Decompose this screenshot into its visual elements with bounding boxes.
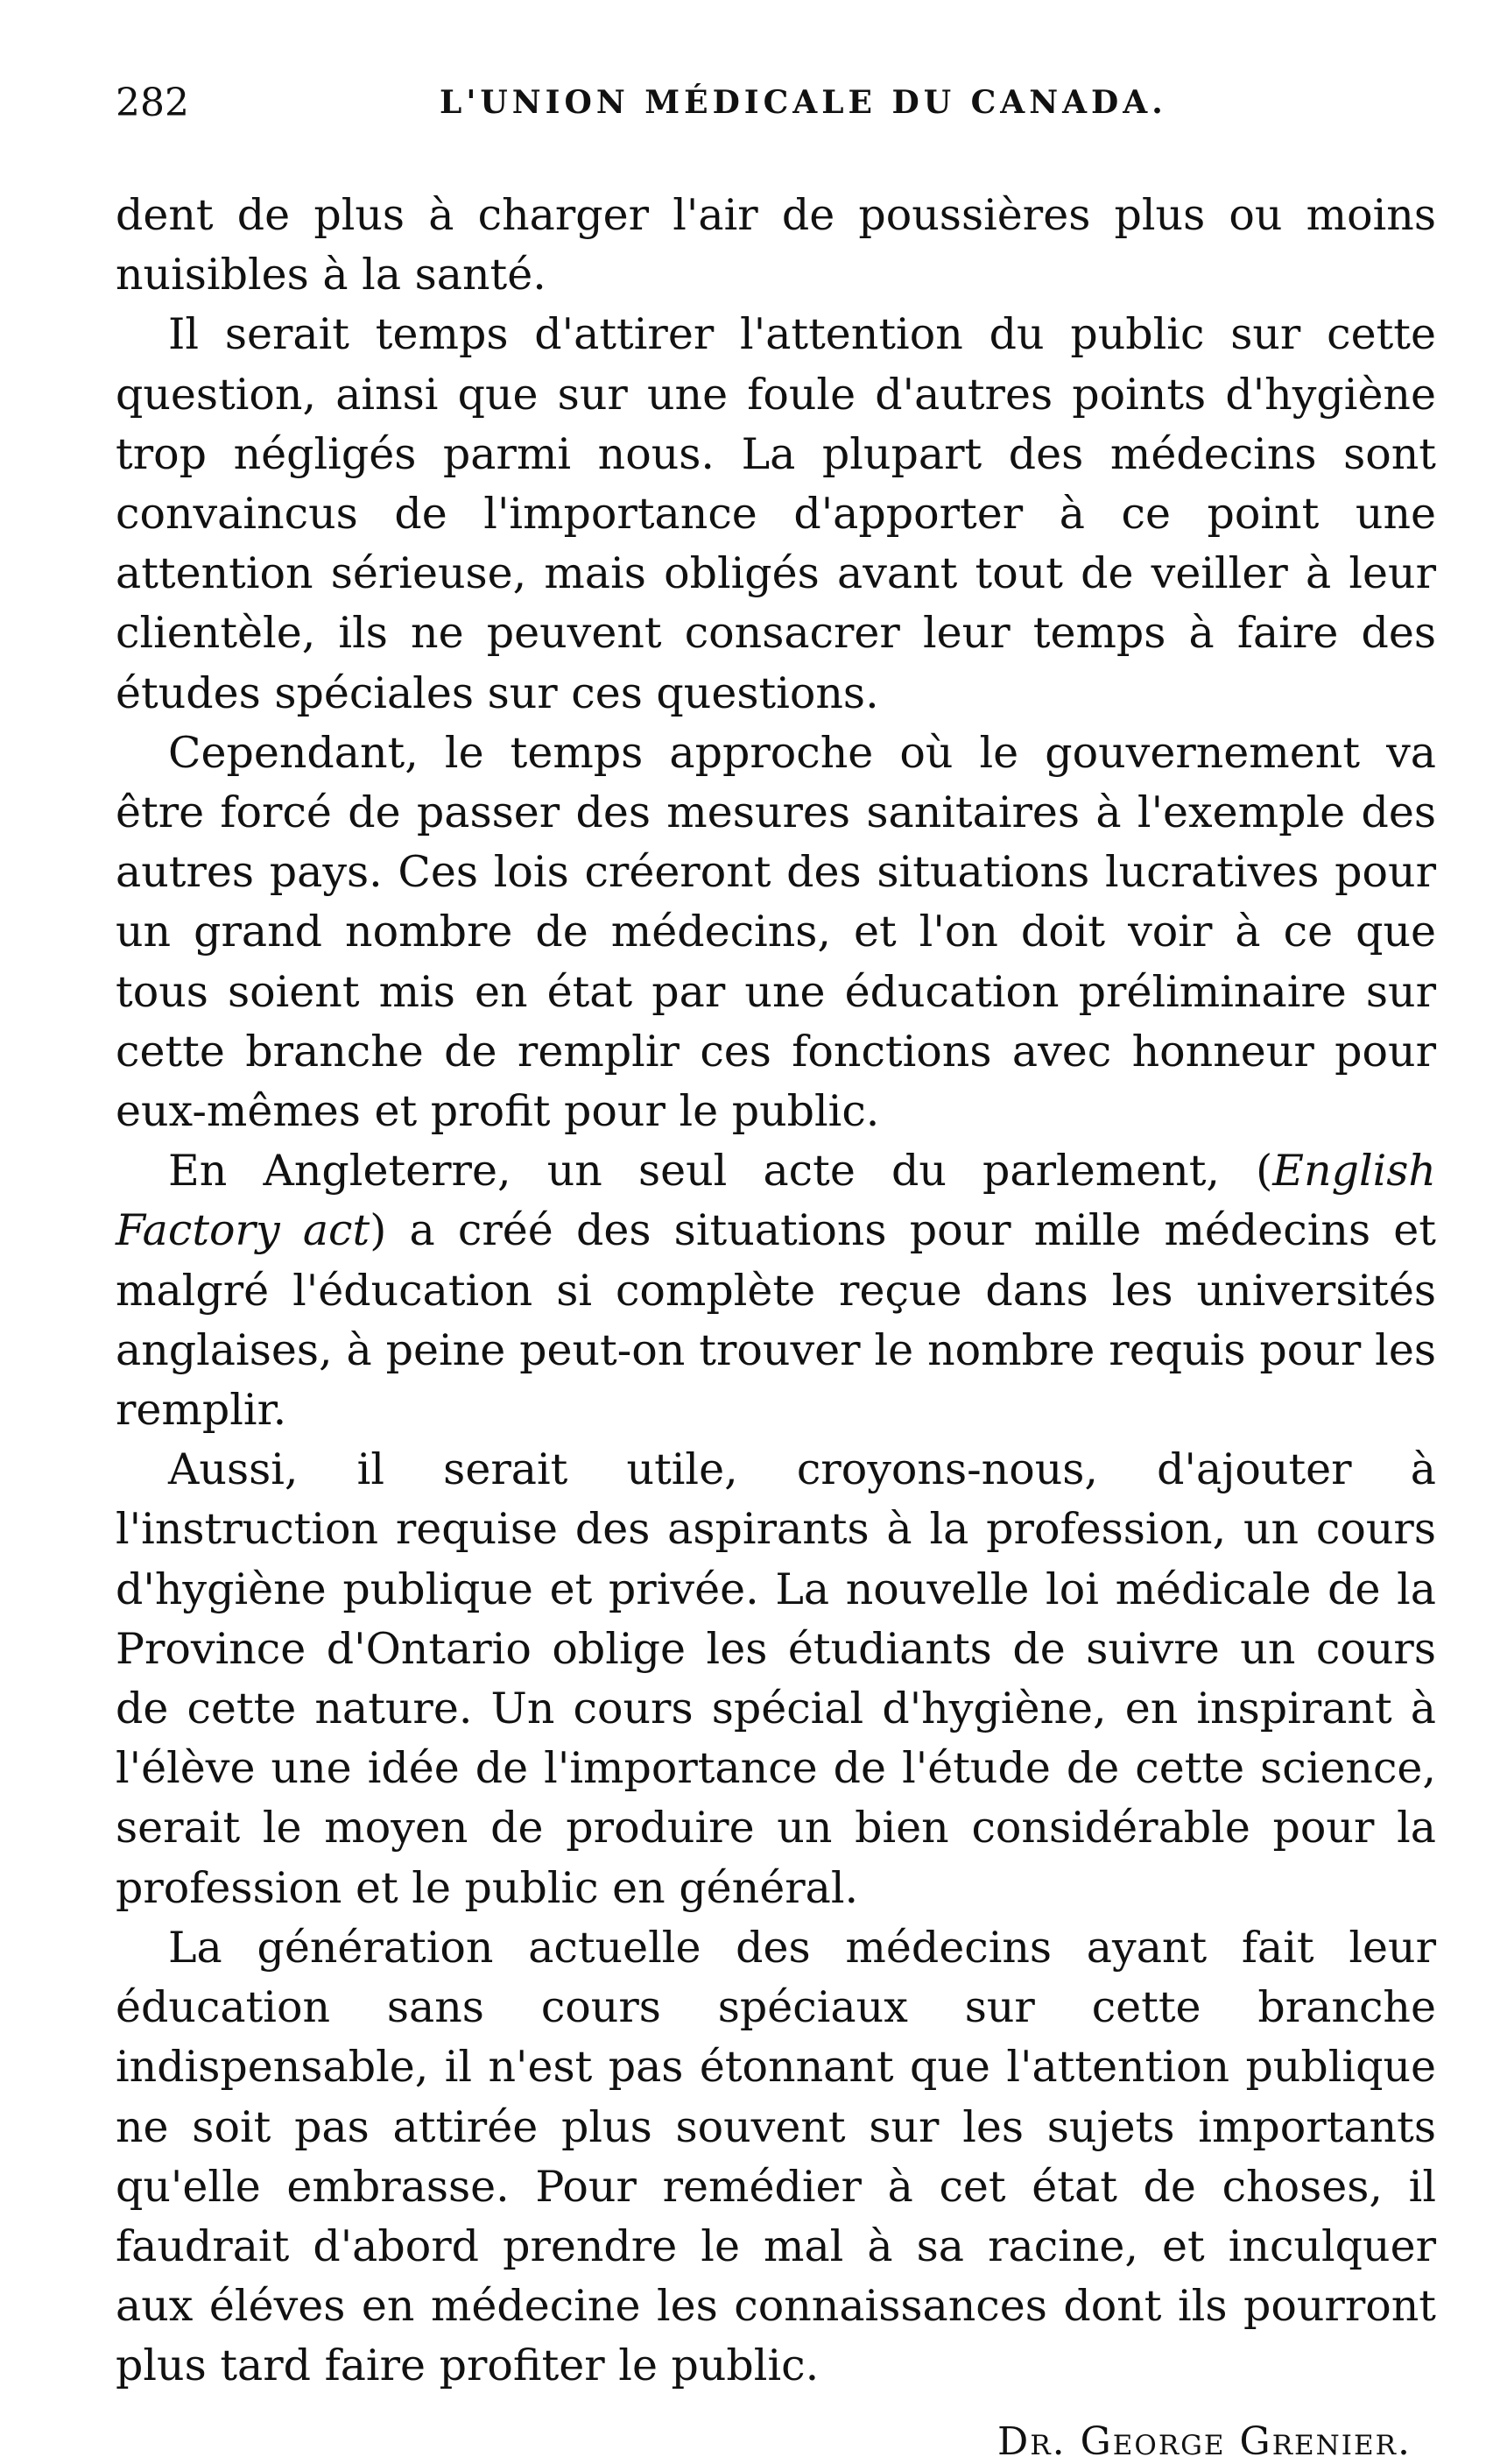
paragraph: Aussi, il serait utile, croyons-nous, d'ajouter à l'instruction requise des aspirants à la profession, un cours d'hygiène publique et privée. La nouvelle loi médicale de la Province d'Ontario oblige les étudiants de suivre un cours de cette nature. Un cours spécial d'hygiène, en inspirant à l'élève une idée de l'importance de l'étude de cette science, serait le moyen de produire un bien considérable pour la profession et le public en général. [116,1444,1436,1913]
act-title: English Factory act [116,1146,1436,1256]
paragraph-text: ) a créé des situations pour mille médecins et malgré l'éducation si complète reçue dans les universités anglaises, à peine peut-on trouver le nombre requis pour les remplir. [116,1205,1436,1436]
page [116,81,1436,2464]
article-body [116,186,1436,2397]
page-number: 282 [116,81,189,125]
journal-title: L'UNION MÉDICALE DU CANADA. [440,84,1167,121]
paragraph [116,1141,1436,1440]
paragraph: Il serait temps d'attirer l'attention du public sur cette question, ainsi que sur une foule d'autres points d'hygiène trop négligés parmi nous. La plupart des médecins sont convaincus de l'importance d'apporter à ce point une attention sérieuse, mais obligés avant tout de veiller à leur clientèle, ils ne peuvent consacrer leur temps à faire des études spéciales sur ces questions. [116,309,1436,718]
paragraph: Cependant, le temps approche où le gouvernement va être forcé de passer des mesures sanitaires à l'exemple des autres pays. Ces lois créeront des situations lucratives pour un grand nombre de médecins, et l'on doit voir à ce que tous soient mis en état par une éducation préliminaire sur cette branche de remplir ces fonctions avec honneur pour eux-mêmes et profit pour le public. [116,727,1436,1137]
author-signature: Dr. George Grenier. [997,2418,1412,2464]
running-head [116,81,1436,133]
paragraph: dent de plus à charger l'air de poussières plus ou moins nuisibles à la santé. [116,190,1436,300]
paragraph: La génération actuelle des médecins ayant fait leur éducation sans cours spéciaux sur cette branche indispensable, il n'est pas étonnant que l'attention publique ne soit pas attirée plus souvent sur les sujets importants qu'elle embrasse. Pour remédier à cet état de choses, il faudrait d'abord prendre le mal à sa racine, et inculquer aux éléves en médecine les connaissances dont ils pourront plus tard faire profiter le public. [116,1922,1436,2391]
paragraph-text: En Angleterre, un seul acte du parlement, ( [168,1146,1273,1197]
